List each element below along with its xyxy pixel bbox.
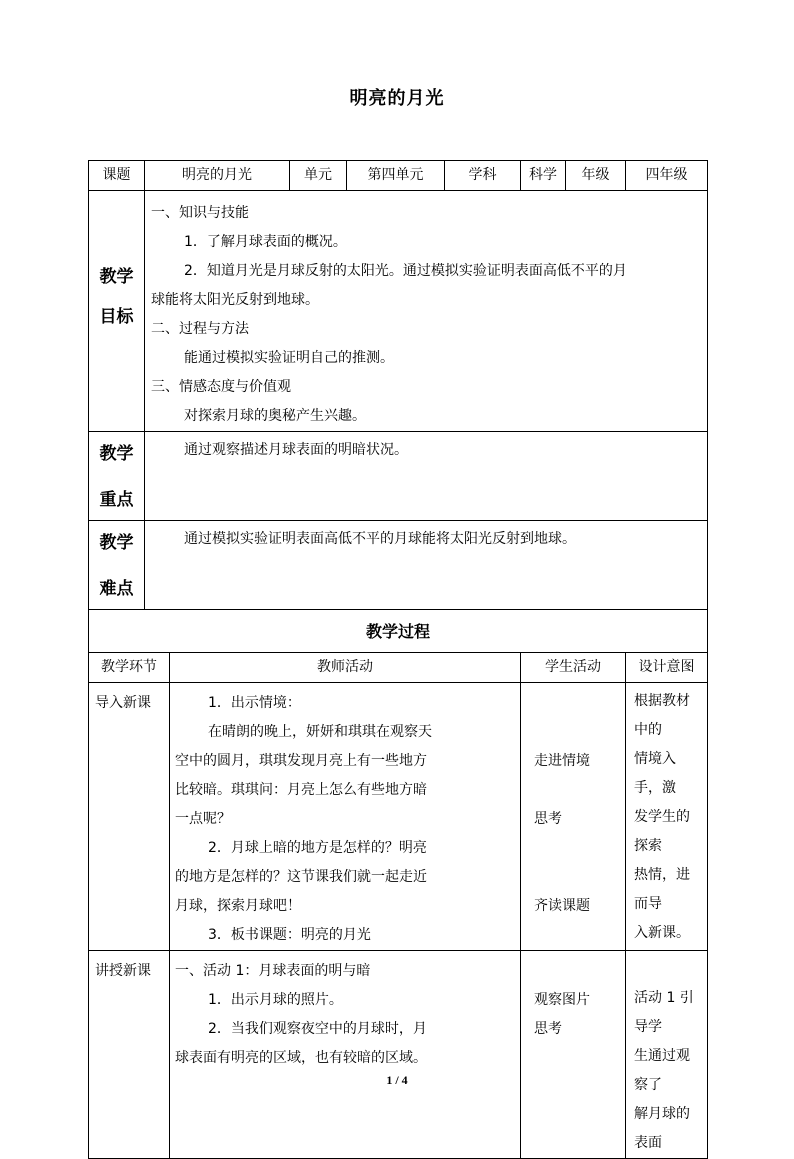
header-cell: 明亮的月光 <box>145 161 290 191</box>
teacher-line: 的地方是怎样的？这节课我们就一起走近 <box>175 869 427 885</box>
teacher-line: 月球，探索月球吧！ <box>175 898 301 914</box>
student-line: 齐读课题 <box>534 898 590 914</box>
header-cell: 单元 <box>290 161 347 191</box>
student-line: 走进情境 <box>534 753 590 769</box>
process-header-row <box>89 653 708 683</box>
student-line: 思考 <box>534 811 562 827</box>
difficulty-label-line: 教学 <box>99 533 134 553</box>
header-cell: 科学 <box>521 161 566 191</box>
difficulty-row <box>89 521 708 610</box>
header-row <box>89 161 708 191</box>
design-intent-cell <box>626 951 708 1159</box>
student-line <box>526 776 617 805</box>
goal-line: 能通过模拟实验证明自己的推测。 <box>184 350 394 366</box>
goals-label-line: 目标 <box>99 307 134 327</box>
key-point-label-line: 重点 <box>99 490 134 510</box>
column-header: 设计意图 <box>626 653 708 683</box>
teacher-line: 球表面有明亮的区域，也有较暗的区域。 <box>175 1050 427 1066</box>
design-intent-cell <box>626 683 708 951</box>
goals-label <box>89 191 145 432</box>
student-line <box>526 957 617 986</box>
goal-line: 对探索月球的奥秘产生兴趣。 <box>184 408 366 424</box>
header-cell: 年级 <box>566 161 626 191</box>
teacher-activity-cell <box>170 683 521 951</box>
goal-line: 2．知道月光是月球反射的太阳光。通过模拟实验证明表面高低不平的月 <box>184 263 627 279</box>
design-line: 热情，进而导 <box>634 867 690 912</box>
page-number: 1 / 4 <box>386 1073 408 1087</box>
goal-line: 二、过程与方法 <box>151 321 249 337</box>
column-header: 教学环节 <box>89 653 170 683</box>
teacher-line: 一、活动 1：月球表面的明与暗 <box>175 963 371 979</box>
student-line <box>526 863 617 892</box>
header-cell: 四年级 <box>626 161 708 191</box>
process-row-intro <box>89 683 708 951</box>
goals-row <box>89 191 708 432</box>
teacher-line: 1．出示月球的照片。 <box>208 992 343 1008</box>
goal-line: 一、知识与技能 <box>151 205 249 221</box>
student-line <box>526 689 617 718</box>
goals-content <box>145 191 708 432</box>
design-line <box>634 955 699 984</box>
process-title: 教学过程 <box>89 610 708 653</box>
column-header: 学生活动 <box>521 653 626 683</box>
design-line: 解月球的表面 <box>634 1106 690 1151</box>
difficulty-label <box>89 521 145 610</box>
goals-label-line: 教学 <box>99 267 134 287</box>
design-line: 发学生的探索 <box>634 809 690 854</box>
teacher-line: 比较暗。琪琪问：月亮上怎么有些地方暗 <box>175 782 427 798</box>
key-point-text: 通过观察描述月球表面的明暗状况。 <box>145 432 708 521</box>
design-line: 生通过观察了 <box>634 1048 690 1093</box>
goal-line: 1．了解月球表面的概况。 <box>184 234 347 250</box>
teacher-line: 一点呢？ <box>175 811 231 827</box>
teacher-line: 在晴朗的晚上，妍妍和琪琪在观察天 <box>208 724 432 740</box>
teacher-line: 2．当我们观察夜空中的月球时，月 <box>208 1021 427 1037</box>
header-cell: 第四单元 <box>347 161 445 191</box>
key-point-label-line: 教学 <box>99 444 134 464</box>
column-header: 教师活动 <box>170 653 521 683</box>
design-line: 根据教材中的 <box>634 693 690 738</box>
stage-cell: 导入新课 <box>89 683 170 951</box>
header-cell: 学科 <box>445 161 521 191</box>
student-line: 思考 <box>534 1021 562 1037</box>
header-cell: 课题 <box>89 161 145 191</box>
student-activity-cell <box>521 951 626 1159</box>
design-line: 活动 1 引导学 <box>634 990 694 1035</box>
student-activity-cell <box>521 683 626 951</box>
document-title: 明亮的月光 <box>349 88 445 109</box>
teacher-activity-cell <box>170 951 521 1159</box>
key-point-label <box>89 432 145 521</box>
student-line <box>526 834 617 863</box>
lesson-plan-table <box>88 160 708 1159</box>
teacher-line: 空中的圆月，琪琪发现月亮上有一些地方 <box>175 753 427 769</box>
process-title-row <box>89 610 708 653</box>
teacher-line: 3．板书课题：明亮的月光 <box>208 927 371 943</box>
stage-cell: 讲授新课 <box>89 951 170 1159</box>
design-line: 情境入手，激 <box>634 751 676 796</box>
student-line <box>526 718 617 747</box>
goal-line: 三、情感态度与价值观 <box>151 379 291 395</box>
process-row-teach <box>89 951 708 1159</box>
difficulty-label-line: 难点 <box>99 579 134 599</box>
key-point-row <box>89 432 708 521</box>
goal-line: 球能将太阳光反射到地球。 <box>151 292 319 308</box>
design-line: 入新课。 <box>634 925 690 941</box>
teacher-line: 1．出示情境： <box>208 695 301 711</box>
teacher-line: 2．月球上暗的地方是怎样的？明亮 <box>208 840 427 856</box>
difficulty-text: 通过模拟实验证明表面高低不平的月球能将太阳光反射到地球。 <box>145 521 708 610</box>
student-line: 观察图片 <box>534 992 590 1008</box>
